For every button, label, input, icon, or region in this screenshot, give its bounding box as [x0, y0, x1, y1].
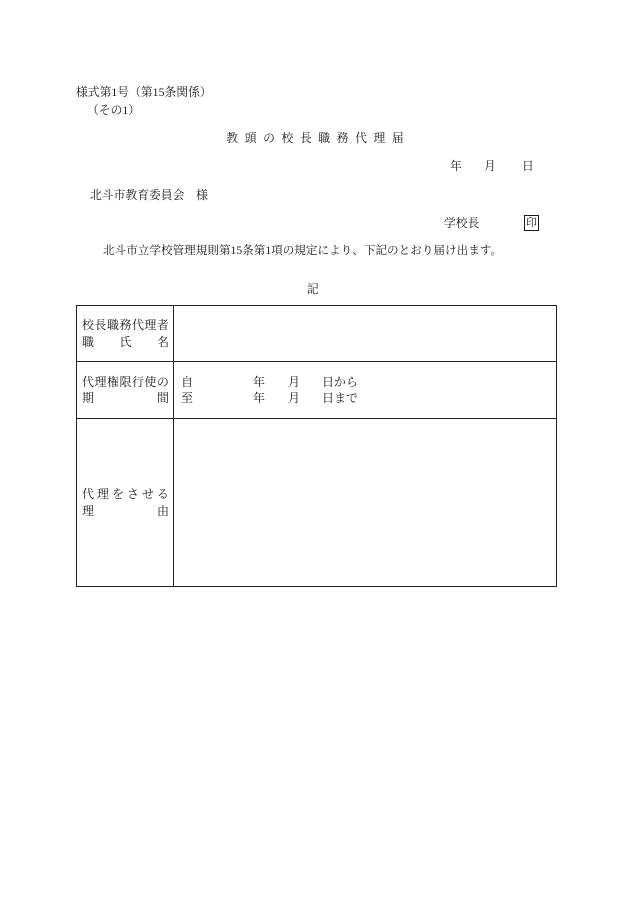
period-prefix: 自: [181, 374, 194, 389]
row-label-line: 校 長 職 務 代 理 者: [82, 318, 169, 332]
period-day-suffix: 日まで: [322, 391, 359, 405]
row-label-cell: [77, 306, 174, 361]
date-month-label: 月: [484, 159, 496, 173]
period-year-label: 年: [253, 391, 266, 405]
row-label-line: 職 氏 名: [82, 334, 169, 349]
period-month-label: 月: [288, 391, 301, 405]
row-label-line: 代 理 を さ せ る: [82, 487, 169, 501]
date-day-label: 日: [522, 159, 534, 173]
table-row-agent-name: [77, 306, 556, 361]
row-label-line: 理 由: [82, 503, 169, 518]
sender-label: 学校長: [444, 216, 480, 230]
form-sub-number: （その1）: [87, 103, 141, 117]
form-table: [76, 305, 557, 587]
period-month-label: 月: [288, 374, 301, 389]
period-prefix: 至: [181, 391, 194, 405]
period-from-line: [181, 374, 556, 391]
row-label-line: 代 理 権 限 行 使 の: [82, 374, 169, 389]
form-number: 様式第1号（第15条関係）: [76, 85, 212, 99]
row-label-line: 期 間: [82, 391, 169, 405]
document-title: 教頭の校長職務代理届: [226, 131, 411, 145]
period-to-line: [181, 390, 556, 407]
reason-value-cell: [174, 419, 556, 586]
row-label-cell: [77, 419, 174, 586]
table-row-period: [77, 361, 556, 418]
agent-name-value-cell: [174, 306, 556, 361]
table-row-reason: [77, 418, 556, 586]
period-value-cell: [174, 362, 556, 418]
period-year-label: 年: [253, 374, 266, 389]
ki-heading: 記: [307, 282, 319, 296]
period-day-suffix: 日から: [322, 374, 359, 389]
addressee: 北斗市教育委員会 様: [90, 188, 208, 202]
row-label-cell: [77, 362, 174, 418]
body-paragraph: 北斗市立学校管理規則第15条第1項の規定により、下記のとおり届け出ます。: [103, 244, 503, 257]
seal-mark: 印: [526, 217, 537, 229]
date-year-label: 年: [450, 159, 462, 173]
